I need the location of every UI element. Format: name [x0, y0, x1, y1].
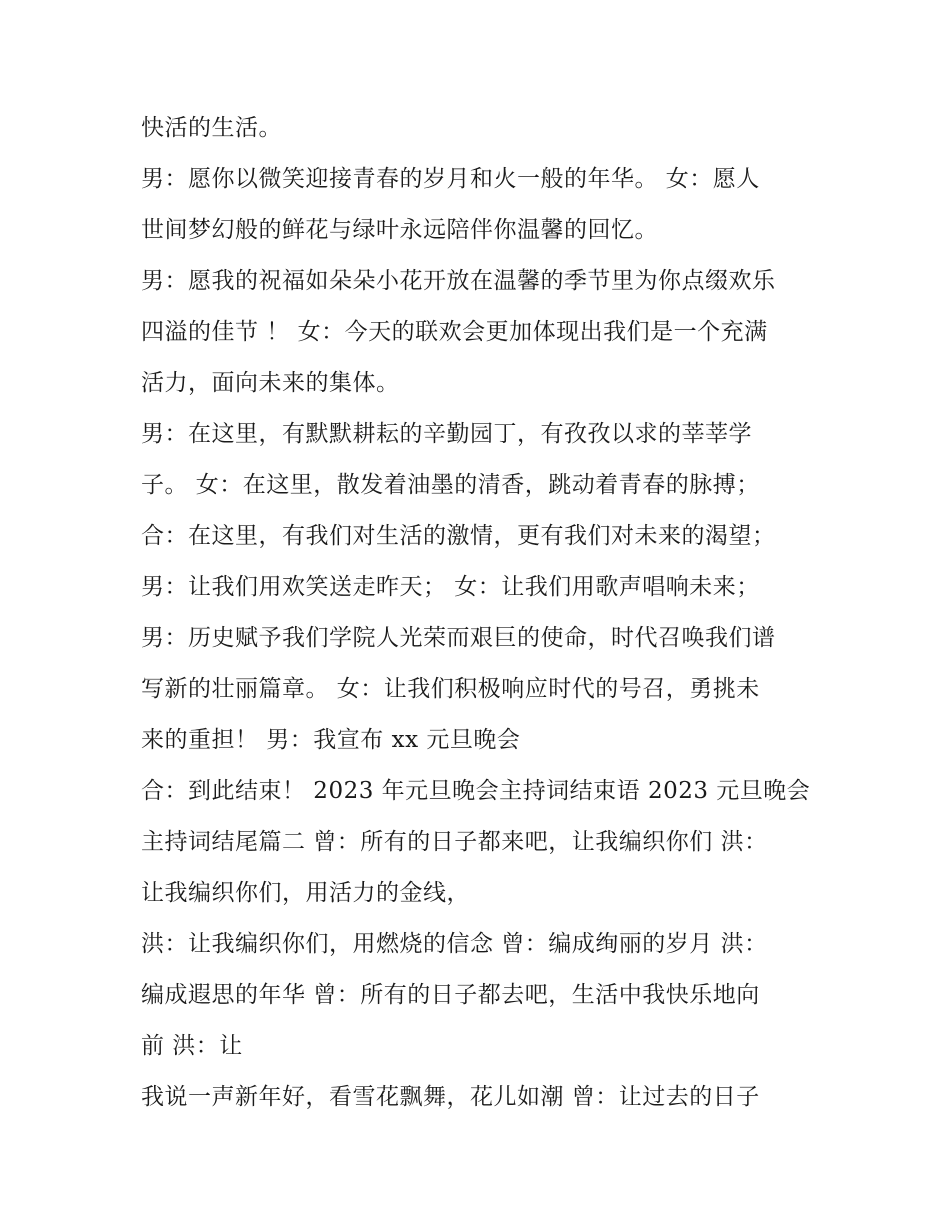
- text-line: 男：愿我的祝福如朵朵小花开放在温馨的季节里为你点缀欢乐: [141, 268, 776, 294]
- text-line: 让我编织你们，用活力的金线，: [141, 880, 470, 906]
- text-line: 前 洪：让: [141, 1033, 243, 1059]
- text-line: 四溢的佳节 ！ 女：今天的联欢会更加体现出我们是一个充满: [141, 319, 768, 345]
- text-line: 男：历史赋予我们学院人光荣而艰巨的使命，时代召唤我们谱: [141, 625, 776, 651]
- text-line: 我说一声新年好，看雪花飘舞，花儿如潮 曾：让过去的日子: [141, 1084, 760, 1110]
- text-line: 来的重担！ 男：我宣布 xx 元旦晚会: [141, 727, 521, 753]
- text-line: 活力，面向未来的集体。: [141, 370, 400, 396]
- text-line: 世间梦幻般的鲜花与绿叶永远陪伴你温馨的回忆。: [141, 217, 658, 243]
- text-line: 男：在这里，有默默耕耘的辛勤园丁，有孜孜以求的莘莘学: [141, 421, 752, 447]
- text-line: 快活的生活。: [141, 115, 282, 141]
- text-line: 合：在这里，有我们对生活的激情，更有我们对未来的渴望；: [141, 523, 776, 549]
- text-line: 洪：让我编织你们，用燃烧的信念 曾：编成绚丽的岁月 洪：: [141, 931, 768, 957]
- text-line: 编成遐思的年华 曾：所有的日子都去吧，生活中我快乐地向: [141, 982, 760, 1008]
- text-line: 子。 女：在这里，散发着油墨的清香，跳动着青春的脉搏；: [141, 472, 760, 498]
- text-line: 主持词结尾篇二 曾：所有的日子都来吧，让我编织你们 洪：: [141, 829, 768, 855]
- text-line: 合：到此结束！ 2023 年元旦晚会主持词结束语 2023 元旦晚会: [141, 778, 811, 804]
- text-line: 男：愿你以微笑迎接青春的岁月和火一般的年华。 女：愿人: [141, 166, 760, 192]
- text-line: 男：让我们用欢笑送走昨天； 女：让我们用歌声唱响未来；: [141, 574, 760, 600]
- text-line: 写新的壮丽篇章。 女：让我们积极响应时代的号召，勇挑未: [141, 676, 760, 702]
